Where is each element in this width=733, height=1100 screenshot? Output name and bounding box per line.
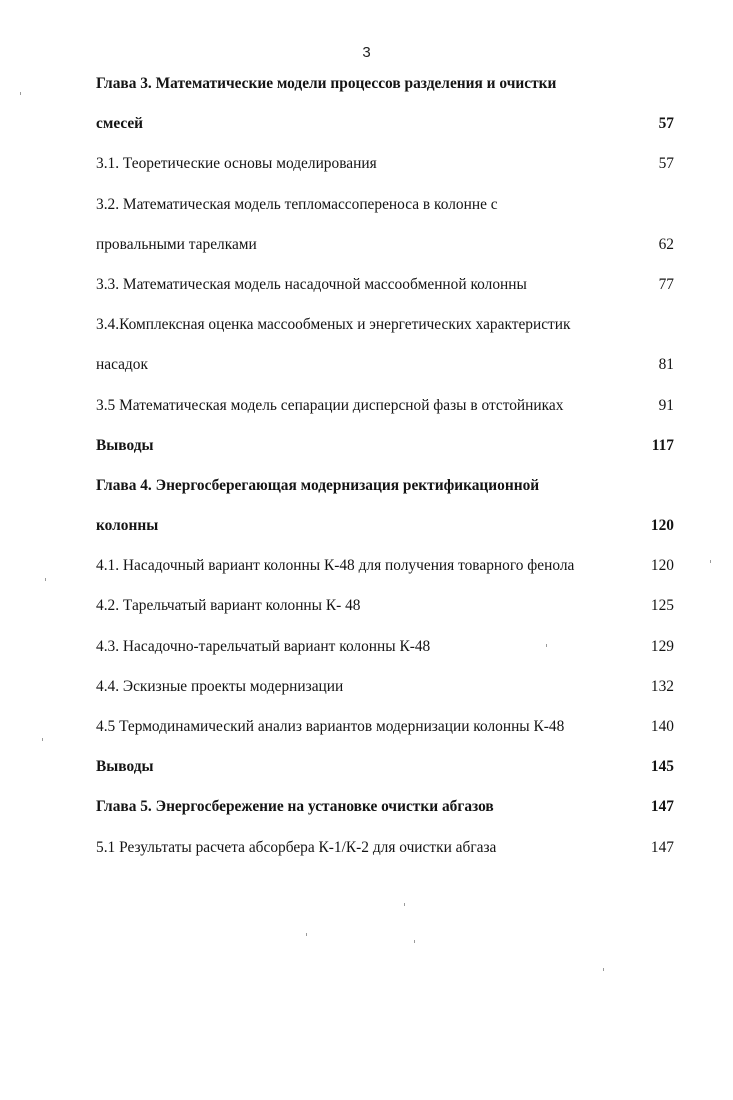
toc-entry	[96, 191, 686, 231]
toc-entry-title: Выводы	[96, 436, 154, 454]
toc-entry-page: 132	[650, 677, 674, 695]
toc-entry	[96, 150, 686, 190]
toc-entry	[96, 512, 686, 552]
toc-entry	[96, 271, 686, 311]
page-number: 3	[362, 44, 371, 61]
toc-entry-page: 81	[658, 356, 674, 374]
toc-entry	[96, 351, 686, 391]
toc-entry-page: 117	[651, 436, 674, 454]
toc-entry-page: 125	[650, 597, 674, 615]
toc-entry-page: 91	[658, 396, 674, 414]
table-of-contents	[96, 70, 686, 874]
toc-entry	[96, 231, 686, 271]
toc-entry	[96, 472, 686, 512]
scan-speck	[20, 92, 21, 95]
toc-entry	[96, 793, 686, 833]
toc-entry	[96, 110, 686, 150]
toc-entry-title: 5.1 Результаты расчета абсорбера К-1/К-2 для очистки абгаза	[96, 838, 497, 856]
toc-entry-title: 3.5 Математическая модель сепарации дисперсной фазы в отстойниках	[96, 396, 564, 414]
toc-entry	[96, 834, 686, 874]
toc-entry	[96, 552, 686, 592]
toc-entry-page: 120	[650, 517, 674, 535]
toc-entry-page: 57	[658, 155, 674, 173]
toc-entry-title: насадок	[96, 356, 148, 374]
toc-entry-title: Глава 5. Энергосбережение на установке очистки абгазов	[96, 798, 494, 816]
toc-entry	[96, 311, 686, 351]
toc-entry-page: 147	[650, 838, 674, 856]
toc-entry-title: Глава 3. Математические модели процессов разделения и очистки	[96, 75, 557, 92]
toc-entry-page: 77	[658, 275, 674, 293]
toc-entry-title: Глава 4. Энергосберегающая модернизация ректификационной	[96, 476, 540, 494]
toc-entry-title: 3.1. Теоретические основы моделирования	[96, 155, 377, 173]
toc-entry-title: провальными тарелками	[96, 235, 257, 253]
toc-entry-title: 4.3. Насадочно-тарельчатый вариант колонны К-48	[96, 637, 431, 655]
toc-entry-title: 4.4. Эскизные проекты модернизации	[96, 677, 344, 695]
scan-speck	[45, 578, 46, 581]
toc-entry-title: 4.5 Термодинамический анализ вариантов модернизации колонны К-48	[96, 718, 565, 735]
scan-speck	[404, 903, 405, 906]
toc-entry-title: 3.4.Комплексная оценка массообменых и энергетических характеристик	[96, 316, 571, 334]
scan-speck	[710, 560, 711, 563]
scan-speck	[42, 738, 43, 741]
toc-entry-title: 3.3. Математическая модель насадочной массообменной колонны	[96, 275, 527, 293]
toc-entry-title: 4.2. Тарельчатый вариант колонны К- 48	[96, 597, 361, 615]
toc-entry	[96, 392, 686, 432]
toc-entry-page: 120	[650, 557, 674, 575]
scan-speck	[603, 968, 604, 971]
toc-entry-title: 4.1. Насадочный вариант колонны К-48 для получения товарного фенола	[96, 557, 575, 575]
toc-entry-title: смесей	[96, 115, 144, 133]
toc-entry-title: 3.2. Математическая модель тепломассопереноса в колонне с	[96, 195, 498, 213]
toc-entry-title: колонны	[96, 517, 159, 535]
toc-entry	[96, 70, 686, 110]
toc-entry-page: 147	[650, 798, 674, 816]
toc-entry	[96, 673, 686, 713]
toc-entry-page: 57	[658, 115, 674, 133]
toc-entry-page: 145	[650, 758, 674, 776]
scan-speck	[546, 644, 547, 647]
toc-entry	[96, 592, 686, 632]
toc-entry-page: 62	[658, 235, 674, 253]
toc-entry-title: Выводы	[96, 758, 154, 776]
scan-speck	[306, 933, 307, 936]
toc-entry-page: 140	[650, 718, 674, 735]
toc-entry	[96, 713, 686, 753]
toc-entry	[96, 753, 686, 793]
scan-speck	[414, 940, 415, 943]
toc-entry	[96, 432, 686, 472]
toc-entry-page: 129	[650, 637, 674, 655]
toc-entry	[96, 633, 686, 673]
